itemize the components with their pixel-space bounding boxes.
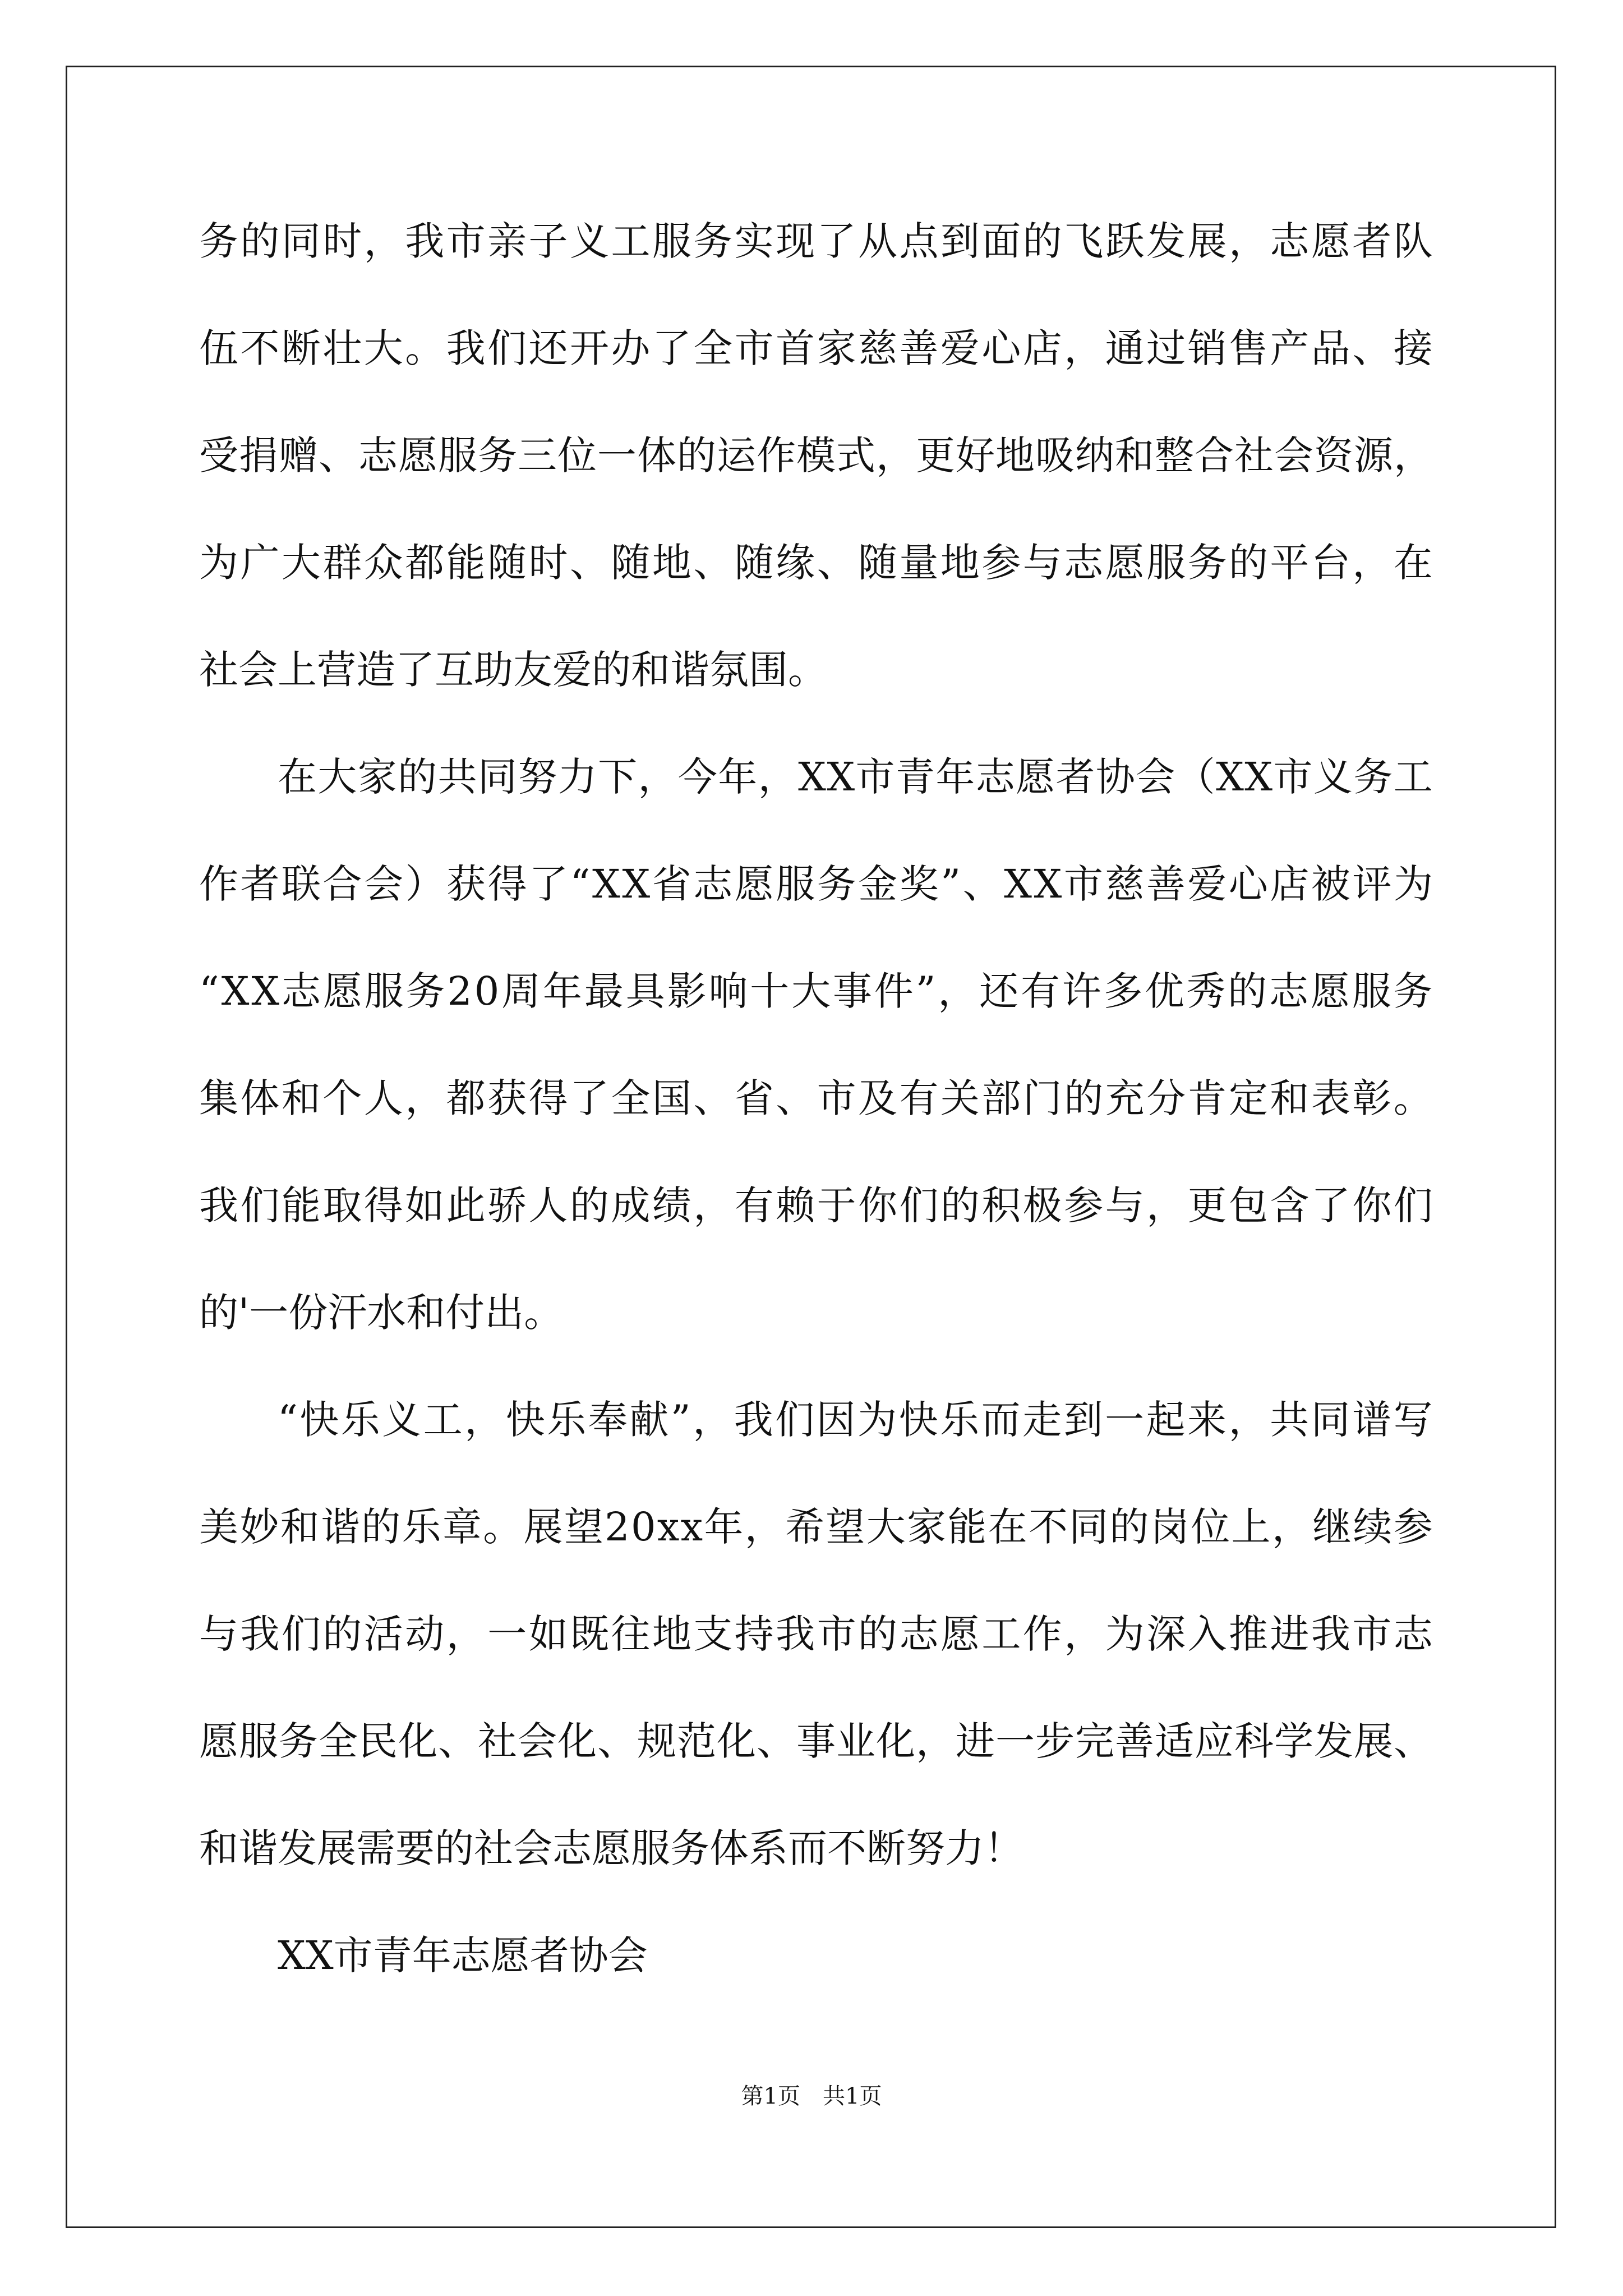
text-line: 和谐发展需要的社会志愿服务体系而不断努力！ — [199, 1825, 1023, 1871]
document-body — [199, 213, 1433, 2035]
text-line: 作 者 联 合 会 ） 获 得 了 “ X X 省 志 愿 服 务 金 奖 ” 、 X X 市 慈 善 爱 心 店 被 评 为 — [199, 861, 1433, 907]
text-line: “ X X 志 愿 服 务 2 0 周 年 最 具 影 响 十 大 事 件 ” ， 还 有 许 多 优 秀 的 志 愿 服 务 — [199, 968, 1433, 1014]
text-line: 我 们 能 取 得 如 此 骄 人 的 成 绩 ， 有 赖 于 你 们 的 积 极 参 与 ， 更 包 含 了 你 们 — [199, 1182, 1433, 1228]
text-line: 的'一份汗水和付出。 — [199, 1290, 564, 1336]
paragraph-start-line: “ 快 乐 义 工 ， 快 乐 奉 献 ” ， 我 们 因 为 快 乐 而 走 到 一 起 来 ， 共 同 谱 写 — [278, 1397, 1433, 1443]
signature-line: XX市青年志愿者协会 — [278, 1932, 648, 1978]
text-line: 社会上营造了互助友爱的和谐氛围。 — [199, 647, 827, 693]
text-line: 为 广 大 群 众 都 能 随 时 、 随 地 、 随 缘 、 随 量 地 参 与 志 愿 服 务 的 平 台 ， 在 — [199, 540, 1433, 586]
text-line: 与 我 们 的 活 动 ， 一 如 既 往 地 支 持 我 市 的 志 愿 工 作 ， 为 深 入 推 进 我 市 志 — [199, 1611, 1433, 1657]
text-line: 伍 不 断 壮 大 。 我 们 还 开 办 了 全 市 首 家 慈 善 爱 心 店 ， 通 过 销 售 产 品 、 接 — [199, 325, 1433, 371]
paragraph-start-line: 在 大 家 的 共 同 努 力 下 ， 今 年 ， X X 市 青 年 志 愿 者 协 会 （ X X 市 义 务 工 — [278, 754, 1433, 800]
page-footer: 第1页 共1页 — [741, 2083, 882, 2109]
text-line: 务 的 同 时 ， 我 市 亲 子 义 工 服 务 实 现 了 从 点 到 面 的 飞 跃 发 展 ， 志 愿 者 队 — [199, 218, 1433, 264]
text-line: 受 捐 赠 、 志 愿 服 务 三 位 一 体 的 运 作 模 式 ， 更 好 地 吸 纳 和 整 合 社 会 资 源 ， — [199, 432, 1433, 478]
text-line: 愿 服 务 全 民 化 、 社 会 化 、 规 范 化 、 事 业 化 ， 进 一 步 完 善 适 应 科 学 发 展 、 — [199, 1718, 1433, 1764]
text-line: 美 妙 和 谐 的 乐 章 。 展 望 2 0 x x 年 ， 希 望 大 家 能 在 不 同 的 岗 位 上 ， 继 续 参 — [199, 1504, 1433, 1550]
text-line: 集 体 和 个 人 ， 都 获 得 了 全 国 、 省 、 市 及 有 关 部 门 的 充 分 肯 定 和 表 彰 。 — [199, 1075, 1433, 1121]
